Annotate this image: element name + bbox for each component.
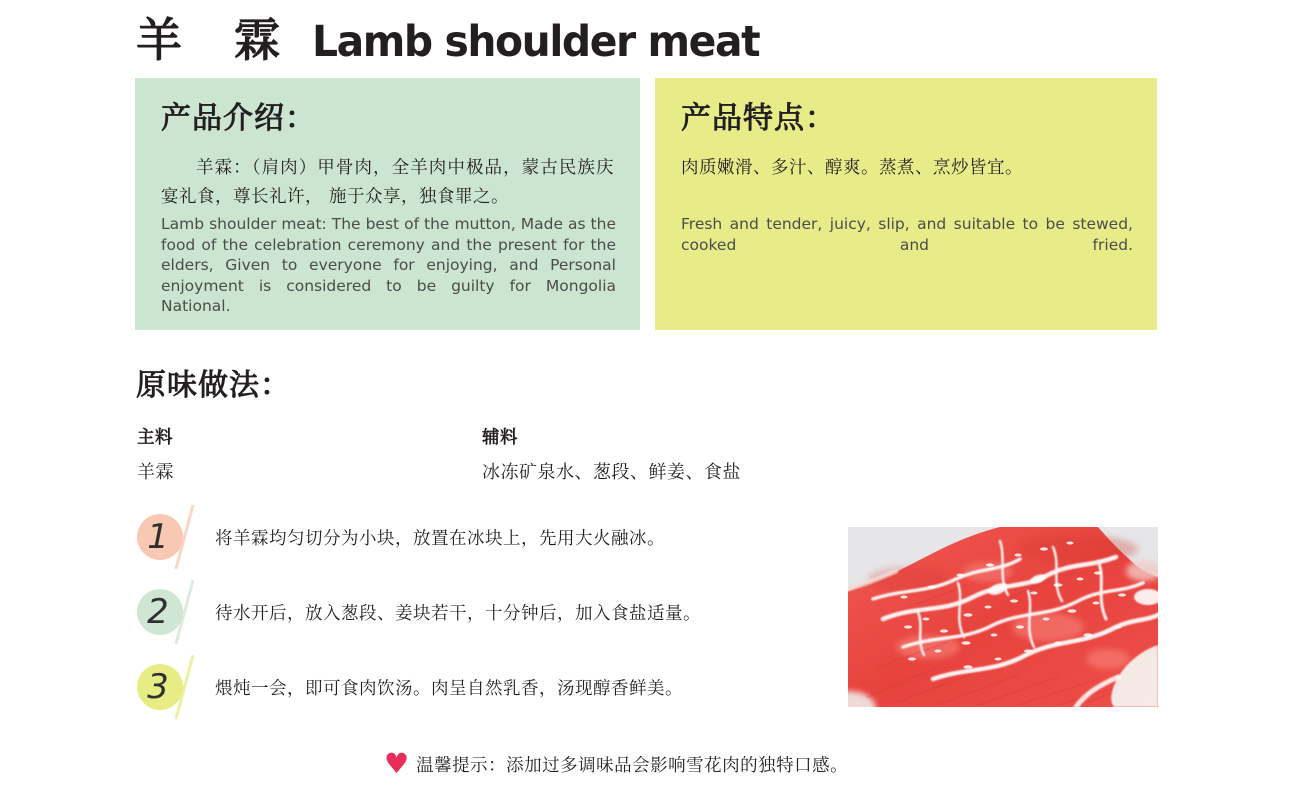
- intro-box: [135, 78, 640, 330]
- step-1-badge: [137, 512, 199, 562]
- step-1-circle: [137, 514, 183, 560]
- aux-ingredient-value: 冰冻矿泉水、葱段、鲜姜、食盐: [482, 462, 741, 483]
- step-row-1: [137, 512, 665, 562]
- product-title-en: Lamb shoulder meat: [312, 17, 760, 67]
- method-heading: 原味做法：: [136, 368, 291, 403]
- tip-note: [384, 747, 849, 780]
- step-2-text: 待水开后，放入葱段、姜块若干，十分钟后，加入食盐适量。: [215, 603, 701, 624]
- main-ingredient: [137, 424, 174, 484]
- features-box: [655, 78, 1157, 330]
- features-text-zh: 肉质嫩滑、多汁、醇爽。蒸煮、烹炒皆宜。: [681, 158, 1023, 178]
- step-1-number: 1: [147, 517, 169, 557]
- features-heading: 产品特点：: [681, 101, 836, 136]
- meat-photo: [848, 527, 1158, 707]
- intro-text-zh: 羊霖：（肩肉）甲骨肉，全羊肉中极品，蒙古民族庆宴礼食，尊长礼许， 施于众享，独食罪之。: [161, 158, 614, 207]
- tip-note-text: 温馨提示：添加过多调味品会影响雪花肉的独特口感。: [416, 755, 849, 776]
- step-row-2: [137, 587, 701, 637]
- main-ingredient-value: 羊霖: [137, 462, 174, 483]
- product-title-zh: 羊 霖: [136, 13, 299, 67]
- main-ingredient-label: 主料: [137, 428, 173, 448]
- page-title: [136, 4, 783, 70]
- step-2-number: 2: [147, 592, 169, 632]
- step-3-number: 3: [147, 667, 169, 707]
- step-3-text: 煨炖一会，即可食肉饮汤。肉呈自然乳香，汤现醇香鲜美。: [215, 678, 683, 699]
- step-1-text: 将羊霖均匀切分为小块，放置在冰块上，先用大火融冰。: [215, 528, 665, 549]
- intro-text-en: Lamb shoulder meat: The best of the mutton, Made as the food of the celebration ceremony and the present for the elders, Given to everyone for enjoying, and Personal enjoyment is considered to be guilty for Mongolia National.: [161, 215, 616, 315]
- step-3-circle: [137, 664, 183, 710]
- aux-ingredient-label: 辅料: [482, 428, 518, 448]
- step-3-badge: [137, 662, 199, 712]
- step-row-3: [137, 662, 683, 712]
- heart-icon: ♥: [384, 747, 410, 780]
- step-2-badge: [137, 587, 199, 637]
- features-text-en: Fresh and tender, juicy, slip, and suitable to be stewed, cooked and fried.: [681, 215, 1133, 254]
- intro-heading: 产品介绍：: [161, 101, 316, 136]
- step-2-circle: [137, 589, 183, 635]
- aux-ingredient: [482, 424, 741, 484]
